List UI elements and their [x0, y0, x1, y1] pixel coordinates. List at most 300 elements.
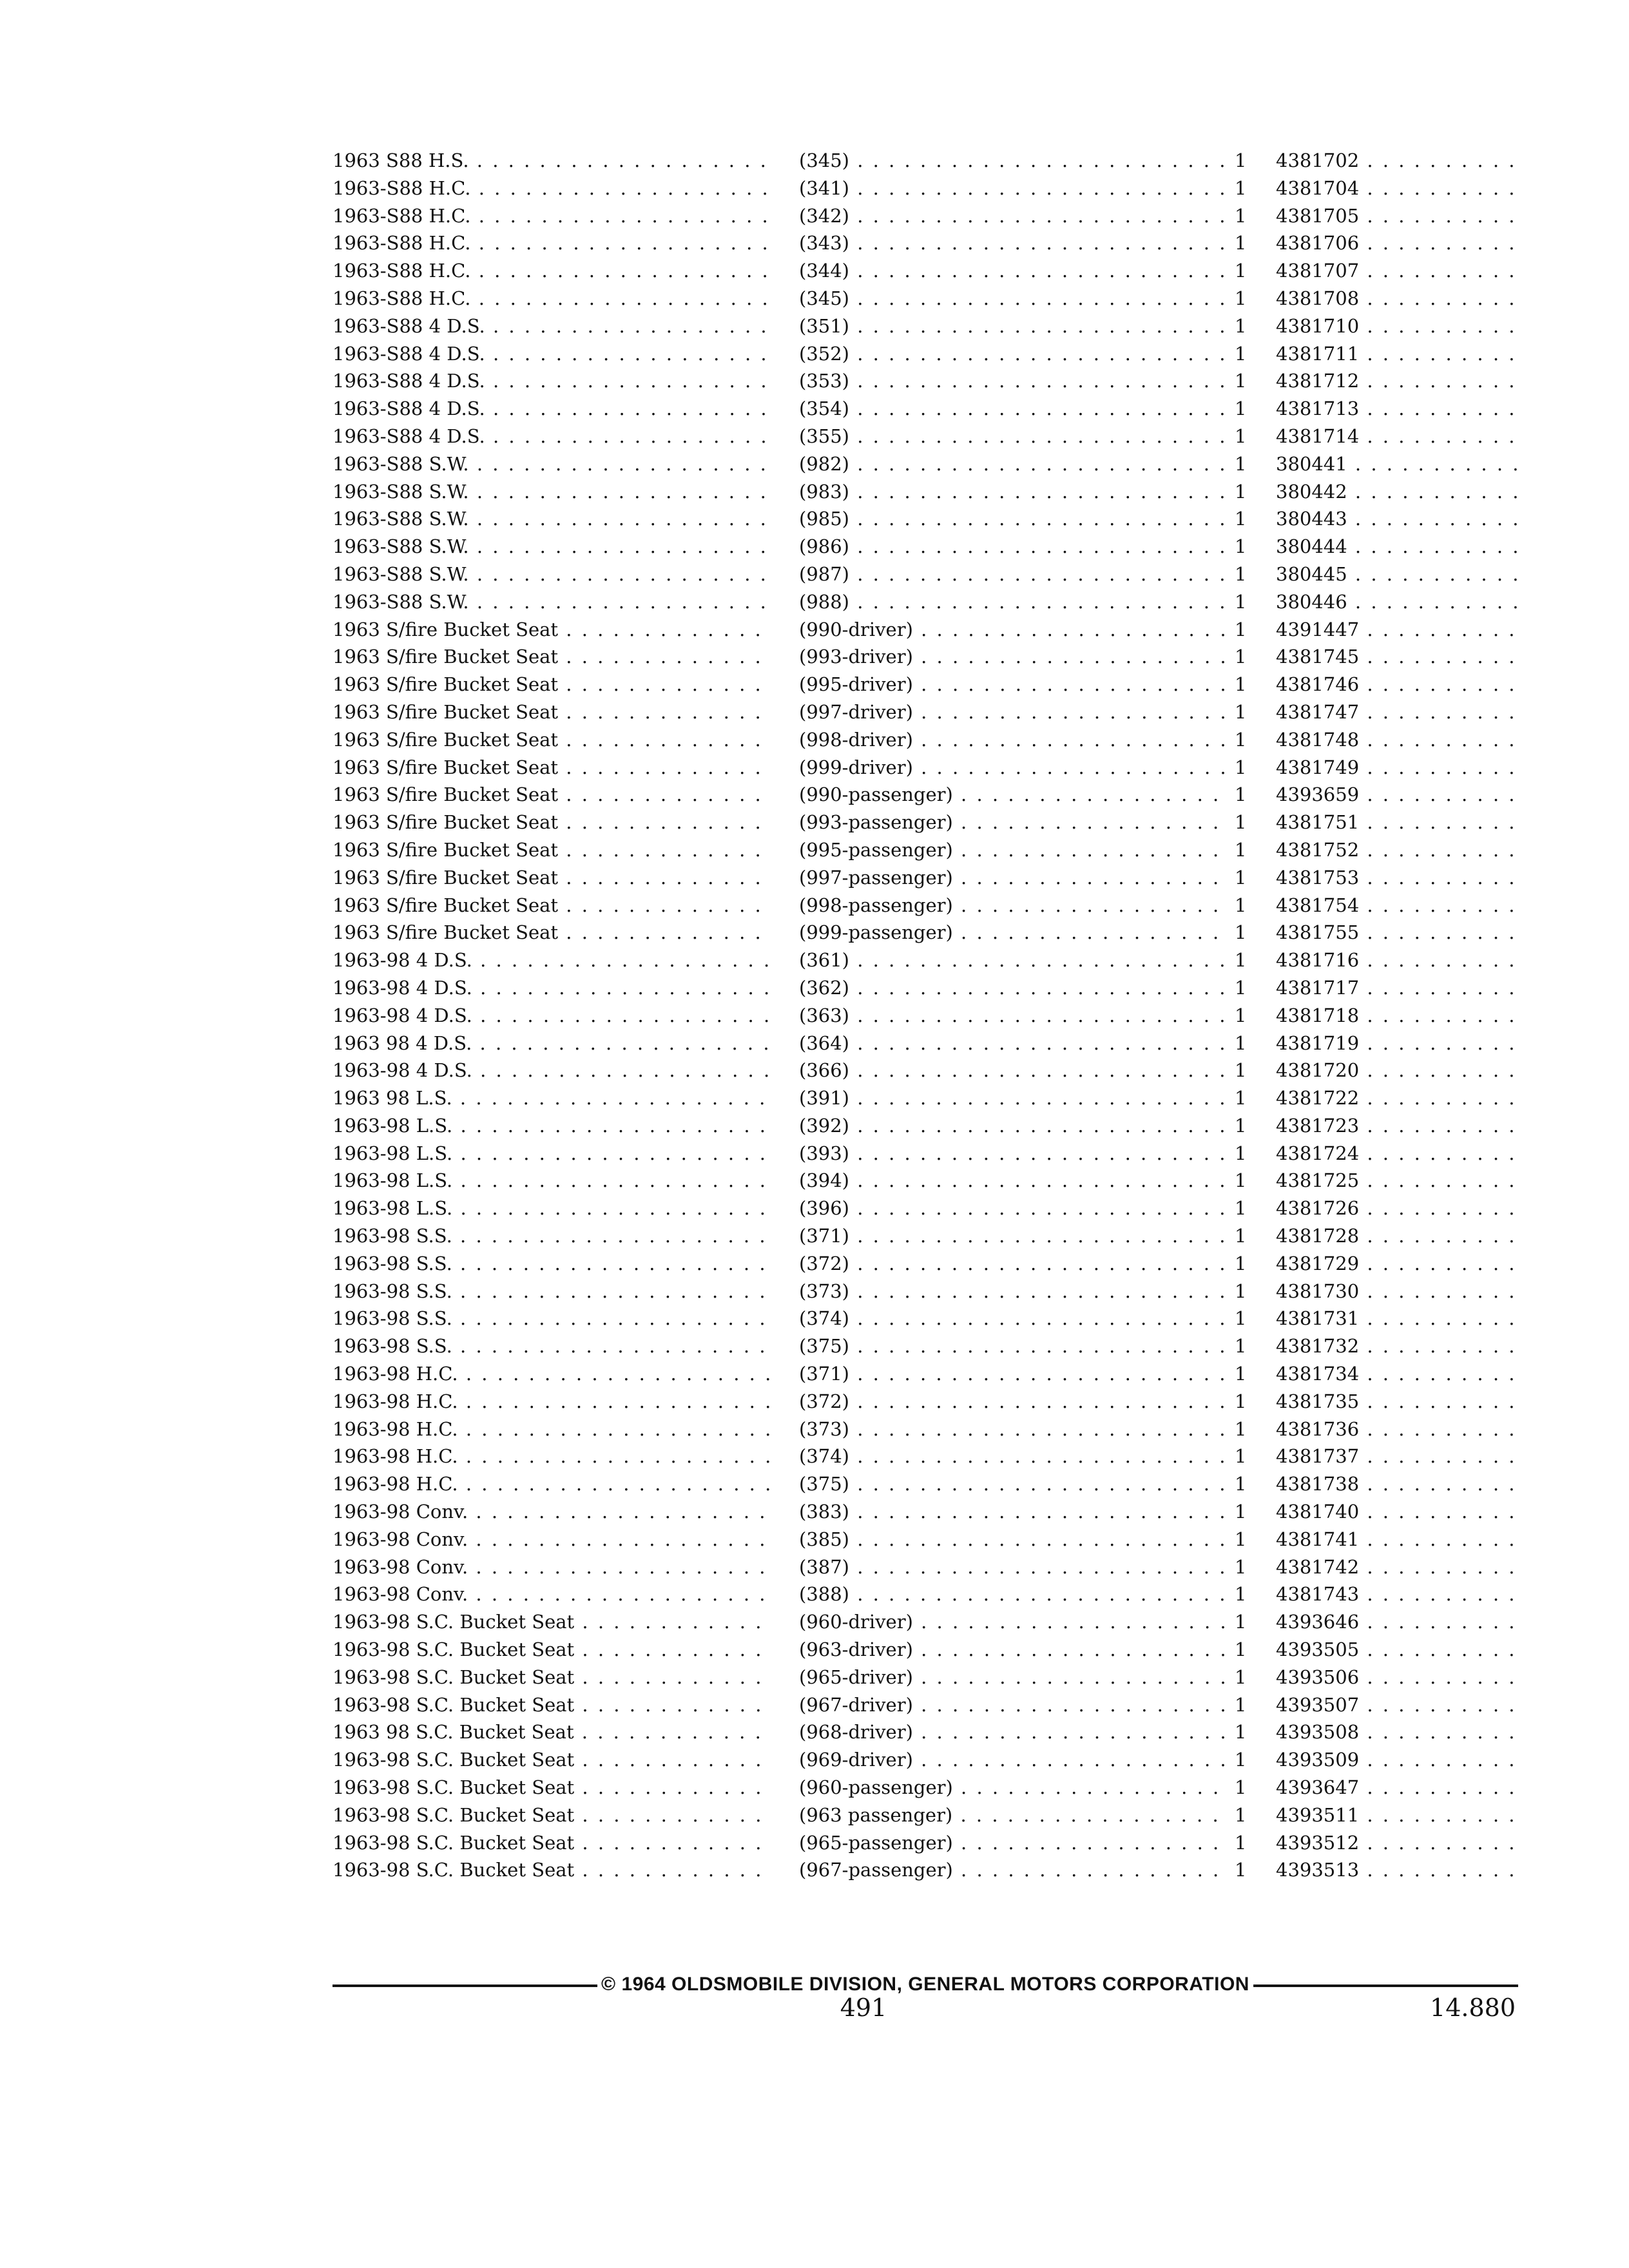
parts-row — [333, 312, 1518, 340]
body-style-code: (963-driver) . . . — [799, 1636, 1228, 1664]
quantity: 1 — [1235, 838, 1247, 861]
parts-row — [333, 1112, 1518, 1140]
part-number: 4381713 . . . — [1276, 395, 1518, 423]
parts-row — [333, 1802, 1518, 1829]
parts-row — [333, 1167, 1518, 1195]
part-number: 4393507 . . . — [1276, 1691, 1518, 1719]
quantity: 1 — [1235, 1693, 1247, 1716]
body-style-code: (983) . . . — [799, 478, 1228, 506]
quantity: 1 — [1235, 1528, 1247, 1550]
body-style-code: (990-passenger) . . . — [799, 781, 1228, 809]
part-number: 380446 . . . — [1276, 588, 1518, 616]
part-number: 4381735 . . . — [1276, 1388, 1518, 1416]
part-number: 4381714 . . . — [1276, 423, 1518, 450]
model-name: 1963-98 S.S. . . . — [333, 1250, 771, 1278]
part-number: 380443 . . . — [1276, 505, 1518, 533]
part-number: 380444 . . . — [1276, 533, 1518, 561]
parts-row — [333, 919, 1518, 947]
body-style-code: (352) . . . — [799, 340, 1228, 368]
quantity: 1 — [1235, 1059, 1247, 1082]
part-number: 4381755 . . . — [1276, 919, 1518, 947]
quantity: 1 — [1235, 1583, 1247, 1606]
part-number: 4381751 . . . — [1276, 809, 1518, 836]
model-name: 1963-98 S.S. . . . — [333, 1222, 771, 1250]
parts-row — [333, 974, 1518, 1002]
model-name: 1963-S88 S.W. . . . — [333, 450, 771, 478]
model-name: 1963 S/fire Bucket Seat . . . — [333, 781, 771, 809]
part-number: 4381710 . . . — [1276, 312, 1518, 340]
quantity: 1 — [1235, 783, 1247, 806]
parts-row — [333, 395, 1518, 423]
body-style-code: (995-driver) . . . — [799, 671, 1228, 698]
quantity: 1 — [1235, 1776, 1247, 1799]
part-number: 4381705 . . . — [1276, 202, 1518, 230]
parts-row — [333, 1332, 1518, 1360]
quantity: 1 — [1235, 425, 1247, 447]
body-style-code: (364) . . . — [799, 1030, 1228, 1057]
parts-row — [333, 1581, 1518, 1608]
quantity: 1 — [1235, 1390, 1247, 1412]
body-style-code: (354) . . . — [799, 395, 1228, 423]
quantity: 1 — [1235, 646, 1247, 668]
parts-row — [333, 1856, 1518, 1884]
part-number: 4381704 . . . — [1276, 175, 1518, 202]
body-style-code: (969-driver) . . . — [799, 1746, 1228, 1774]
part-number: 4381711 . . . — [1276, 340, 1518, 368]
parts-row — [333, 781, 1518, 809]
body-style-code: (341) . . . — [799, 175, 1228, 202]
parts-row — [333, 1222, 1518, 1250]
quantity: 1 — [1235, 398, 1247, 420]
parts-row — [333, 1498, 1518, 1526]
model-name: 1963 S88 H.S. . . . — [333, 147, 771, 175]
quantity: 1 — [1235, 866, 1247, 889]
parts-row — [333, 1553, 1518, 1581]
quantity: 1 — [1235, 811, 1247, 834]
body-style-code: (375) . . . — [799, 1470, 1228, 1498]
parts-row — [333, 285, 1518, 312]
body-style-code: (968-driver) . . . — [799, 1718, 1228, 1746]
quantity: 1 — [1235, 1252, 1247, 1274]
body-style-code: (396) . . . — [799, 1195, 1228, 1222]
model-name: 1963-98 S.C. Bucket Seat . . . — [333, 1802, 771, 1829]
body-style-code: (997-passenger) . . . — [799, 864, 1228, 892]
quantity: 1 — [1235, 508, 1247, 530]
model-name: 1963-S88 4 D.S. . . . — [333, 423, 771, 450]
model-name: 1963 98 S.C. Bucket Seat . . . — [333, 1718, 771, 1746]
model-name: 1963-S88 S.W. . . . — [333, 505, 771, 533]
parts-list — [333, 147, 1518, 1884]
parts-row — [333, 643, 1518, 671]
model-name: 1963-98 S.C. Bucket Seat . . . — [333, 1608, 771, 1636]
body-style-code: (392) . . . — [799, 1112, 1228, 1140]
model-name: 1963-S88 H.C. . . . — [333, 202, 771, 230]
model-name: 1963-98 S.C. Bucket Seat . . . — [333, 1856, 771, 1884]
part-number: 4381742 . . . — [1276, 1553, 1518, 1581]
quantity: 1 — [1235, 1169, 1247, 1192]
part-number: 4381730 . . . — [1276, 1278, 1518, 1305]
parts-row — [333, 202, 1518, 230]
model-name: 1963-S88 4 D.S. . . . — [333, 340, 771, 368]
part-number: 4381716 . . . — [1276, 947, 1518, 974]
quantity: 1 — [1235, 1335, 1247, 1358]
copyright-notice: © 1964 OLDSMOBILE DIVISION, GENERAL MOTORS CORPORATION — [597, 1972, 1253, 1997]
body-style-code: (993-driver) . . . — [799, 643, 1228, 671]
model-name: 1963-98 S.C. Bucket Seat . . . — [333, 1691, 771, 1719]
body-style-code: (351) . . . — [799, 312, 1228, 340]
body-style-code: (998-driver) . . . — [799, 726, 1228, 754]
model-name: 1963-98 S.C. Bucket Seat . . . — [333, 1829, 771, 1857]
part-number: 4381737 . . . — [1276, 1443, 1518, 1470]
model-name: 1963-98 S.S. . . . — [333, 1305, 771, 1332]
part-number: 4393505 . . . — [1276, 1636, 1518, 1664]
body-style-code: (371) . . . — [799, 1222, 1228, 1250]
part-number: 4381726 . . . — [1276, 1195, 1518, 1222]
body-style-code: (960-driver) . . . — [799, 1608, 1228, 1636]
quantity: 1 — [1235, 618, 1247, 640]
parts-row — [333, 175, 1518, 202]
body-style-code: (393) . . . — [799, 1140, 1228, 1168]
part-number: 4393506 . . . — [1276, 1664, 1518, 1691]
body-style-code: (343) . . . — [799, 229, 1228, 257]
parts-row — [333, 1829, 1518, 1857]
quantity: 1 — [1235, 370, 1247, 392]
part-number: 380445 . . . — [1276, 561, 1518, 588]
quantity: 1 — [1235, 314, 1247, 337]
part-number: 4381725 . . . — [1276, 1167, 1518, 1195]
quantity: 1 — [1235, 177, 1247, 199]
parts-row — [333, 340, 1518, 368]
model-name: 1963 S/fire Bucket Seat . . . — [333, 643, 771, 671]
part-number: 4381722 . . . — [1276, 1084, 1518, 1112]
part-number: 4381734 . . . — [1276, 1360, 1518, 1388]
parts-row — [333, 1608, 1518, 1636]
body-style-code: (993-passenger) . . . — [799, 809, 1228, 836]
parts-row — [333, 478, 1518, 506]
parts-row — [333, 1691, 1518, 1719]
part-number: 4381738 . . . — [1276, 1470, 1518, 1498]
quantity: 1 — [1235, 535, 1247, 558]
body-style-code: (394) . . . — [799, 1167, 1228, 1195]
parts-row — [333, 1030, 1518, 1057]
quantity: 1 — [1235, 1197, 1247, 1220]
body-style-code: (373) . . . — [799, 1416, 1228, 1443]
quantity: 1 — [1235, 204, 1247, 227]
parts-row — [333, 1002, 1518, 1030]
quantity: 1 — [1235, 1666, 1247, 1688]
model-name: 1963-S88 H.C. . . . — [333, 175, 771, 202]
body-style-code: (967-driver) . . . — [799, 1691, 1228, 1719]
part-number: 4393512 . . . — [1276, 1829, 1518, 1857]
parts-row — [333, 1388, 1518, 1416]
model-name: 1963 98 L.S. . . . — [333, 1084, 771, 1112]
model-name: 1963-98 S.C. Bucket Seat . . . — [333, 1664, 771, 1691]
body-style-code: (387) . . . — [799, 1553, 1228, 1581]
body-style-code: (963 passenger) . . . — [799, 1802, 1228, 1829]
quantity: 1 — [1235, 921, 1247, 944]
parts-row — [333, 505, 1518, 533]
part-number: 4381702 . . . — [1276, 147, 1518, 175]
parts-row — [333, 1470, 1518, 1498]
quantity: 1 — [1235, 1363, 1247, 1385]
body-style-code: (383) . . . — [799, 1498, 1228, 1526]
parts-row — [333, 1416, 1518, 1443]
body-style-code: (345) . . . — [799, 285, 1228, 312]
part-number: 4393508 . . . — [1276, 1718, 1518, 1746]
model-name: 1963-98 Conv. . . . — [333, 1581, 771, 1608]
part-number: 4381712 . . . — [1276, 367, 1518, 395]
quantity: 1 — [1235, 700, 1247, 723]
body-style-code: (342) . . . — [799, 202, 1228, 230]
body-style-code: (344) . . . — [799, 257, 1228, 285]
part-number: 4381754 . . . — [1276, 892, 1518, 919]
quantity: 1 — [1235, 1721, 1247, 1744]
model-name: 1963-S88 H.C. . . . — [333, 229, 771, 257]
parts-row — [333, 1084, 1518, 1112]
body-style-code: (374) . . . — [799, 1305, 1228, 1332]
parts-row — [333, 561, 1518, 588]
model-name: 1963-98 4 D.S. . . . — [333, 1002, 771, 1030]
quantity: 1 — [1235, 342, 1247, 365]
quantity: 1 — [1235, 976, 1247, 999]
part-number: 4381729 . . . — [1276, 1250, 1518, 1278]
part-number: 4381718 . . . — [1276, 1002, 1518, 1030]
part-number: 4391447 . . . — [1276, 616, 1518, 644]
body-style-code: (999-driver) . . . — [799, 754, 1228, 782]
quantity: 1 — [1235, 452, 1247, 475]
model-name: 1963-S88 S.W. . . . — [333, 533, 771, 561]
quantity: 1 — [1235, 480, 1247, 503]
model-name: 1963-S88 S.W. . . . — [333, 478, 771, 506]
part-number: 4381717 . . . — [1276, 974, 1518, 1002]
body-style-code: (999-passenger) . . . — [799, 919, 1228, 947]
body-style-code: (985) . . . — [799, 505, 1228, 533]
model-name: 1963-98 H.C. . . . — [333, 1388, 771, 1416]
parts-row — [333, 726, 1518, 754]
model-name: 1963 S/fire Bucket Seat . . . — [333, 864, 771, 892]
model-name: 1963 98 4 D.S. . . . — [333, 1030, 771, 1057]
body-style-code: (363) . . . — [799, 1002, 1228, 1030]
body-style-code: (990-driver) . . . — [799, 616, 1228, 644]
part-number: 4393659 . . . — [1276, 781, 1518, 809]
body-style-code: (388) . . . — [799, 1581, 1228, 1608]
quantity: 1 — [1235, 1803, 1247, 1826]
quantity: 1 — [1235, 1032, 1247, 1054]
part-number: 4381707 . . . — [1276, 257, 1518, 285]
part-number: 4381749 . . . — [1276, 754, 1518, 782]
parts-row — [333, 147, 1518, 175]
model-name: 1963-98 Conv. . . . — [333, 1526, 771, 1553]
quantity: 1 — [1235, 1831, 1247, 1854]
part-number: 4381728 . . . — [1276, 1222, 1518, 1250]
body-style-code: (361) . . . — [799, 947, 1228, 974]
quantity: 1 — [1235, 1280, 1247, 1302]
parts-row — [333, 836, 1518, 864]
model-name: 1963-98 H.C. . . . — [333, 1360, 771, 1388]
parts-row — [333, 671, 1518, 698]
part-number: 4381723 . . . — [1276, 1112, 1518, 1140]
body-style-code: (982) . . . — [799, 450, 1228, 478]
parts-row — [333, 864, 1518, 892]
section-number: 14.880 — [1430, 1994, 1516, 2022]
parts-row — [333, 892, 1518, 919]
parts-row — [333, 1195, 1518, 1222]
model-name: 1963-98 L.S. . . . — [333, 1167, 771, 1195]
model-name: 1963-S88 4 D.S. . . . — [333, 312, 771, 340]
part-number: 380441 . . . — [1276, 450, 1518, 478]
quantity: 1 — [1235, 728, 1247, 751]
parts-row — [333, 1057, 1518, 1084]
model-name: 1963-S88 4 D.S. . . . — [333, 367, 771, 395]
part-number: 4393647 . . . — [1276, 1774, 1518, 1802]
parts-row — [333, 1443, 1518, 1470]
model-name: 1963 S/fire Bucket Seat . . . — [333, 726, 771, 754]
model-name: 1963-98 4 D.S. . . . — [333, 974, 771, 1002]
part-number: 380442 . . . — [1276, 478, 1518, 506]
part-number: 4393509 . . . — [1276, 1746, 1518, 1774]
body-style-code: (986) . . . — [799, 533, 1228, 561]
body-style-code: (967-passenger) . . . — [799, 1856, 1228, 1884]
part-number: 4381740 . . . — [1276, 1498, 1518, 1526]
model-name: 1963 S/fire Bucket Seat . . . — [333, 671, 771, 698]
part-number: 4381720 . . . — [1276, 1057, 1518, 1084]
quantity: 1 — [1235, 1859, 1247, 1881]
model-name: 1963-98 4 D.S. . . . — [333, 1057, 771, 1084]
body-style-code: (998-passenger) . . . — [799, 892, 1228, 919]
model-name: 1963-S88 H.C. . . . — [333, 285, 771, 312]
part-number: 4381708 . . . — [1276, 285, 1518, 312]
parts-row — [333, 1140, 1518, 1168]
part-number: 4381732 . . . — [1276, 1332, 1518, 1360]
quantity: 1 — [1235, 590, 1247, 613]
quantity: 1 — [1235, 1473, 1247, 1495]
model-name: 1963-98 S.C. Bucket Seat . . . — [333, 1746, 771, 1774]
parts-row — [333, 1278, 1518, 1305]
model-name: 1963-98 H.C. . . . — [333, 1443, 771, 1470]
quantity: 1 — [1235, 1307, 1247, 1330]
quantity: 1 — [1235, 1611, 1247, 1633]
part-number: 4381706 . . . — [1276, 229, 1518, 257]
model-name: 1963-98 S.S. . . . — [333, 1278, 771, 1305]
model-name: 1963-98 S.C. Bucket Seat . . . — [333, 1774, 771, 1802]
parts-row — [333, 698, 1518, 726]
parts-row — [333, 229, 1518, 257]
body-style-code: (995-passenger) . . . — [799, 836, 1228, 864]
page-number: 491 — [840, 1994, 887, 2022]
parts-row — [333, 1526, 1518, 1553]
body-style-code: (345) . . . — [799, 147, 1228, 175]
parts-row — [333, 423, 1518, 450]
part-number: 4381746 . . . — [1276, 671, 1518, 698]
model-name: 1963 S/fire Bucket Seat . . . — [333, 616, 771, 644]
quantity: 1 — [1235, 1445, 1247, 1468]
model-name: 1963-98 S.S. . . . — [333, 1332, 771, 1360]
parts-row — [333, 1305, 1518, 1332]
parts-row — [333, 947, 1518, 974]
model-name: 1963 S/fire Bucket Seat . . . — [333, 919, 771, 947]
quantity: 1 — [1235, 1639, 1247, 1661]
quantity: 1 — [1235, 1142, 1247, 1164]
part-number: 4381724 . . . — [1276, 1140, 1518, 1168]
body-style-code: (385) . . . — [799, 1526, 1228, 1553]
quantity: 1 — [1235, 1418, 1247, 1440]
body-style-code: (362) . . . — [799, 974, 1228, 1002]
part-number: 4381745 . . . — [1276, 643, 1518, 671]
model-name: 1963-98 H.C. . . . — [333, 1470, 771, 1498]
quantity: 1 — [1235, 149, 1247, 171]
parts-row — [333, 1718, 1518, 1746]
body-style-code: (960-passenger) . . . — [799, 1774, 1228, 1802]
quantity: 1 — [1235, 949, 1247, 972]
model-name: 1963-98 S.C. Bucket Seat . . . — [333, 1636, 771, 1664]
body-style-code: (371) . . . — [799, 1360, 1228, 1388]
body-style-code: (366) . . . — [799, 1057, 1228, 1084]
part-number: 4381748 . . . — [1276, 726, 1518, 754]
body-style-code: (375) . . . — [799, 1332, 1228, 1360]
parts-row — [333, 754, 1518, 782]
quantity: 1 — [1235, 232, 1247, 255]
model-name: 1963 S/fire Bucket Seat . . . — [333, 892, 771, 919]
quantity: 1 — [1235, 894, 1247, 916]
model-name: 1963-98 Conv. . . . — [333, 1553, 771, 1581]
parts-row — [333, 367, 1518, 395]
model-name: 1963-98 4 D.S. . . . — [333, 947, 771, 974]
parts-row — [333, 450, 1518, 478]
body-style-code: (372) . . . — [799, 1250, 1228, 1278]
body-style-code: (987) . . . — [799, 561, 1228, 588]
quantity: 1 — [1235, 1114, 1247, 1137]
quantity: 1 — [1235, 673, 1247, 696]
body-style-code: (355) . . . — [799, 423, 1228, 450]
model-name: 1963-98 H.C. . . . — [333, 1416, 771, 1443]
model-name: 1963 S/fire Bucket Seat . . . — [333, 836, 771, 864]
body-style-code: (353) . . . — [799, 367, 1228, 395]
quantity: 1 — [1235, 1749, 1247, 1771]
body-style-code: (372) . . . — [799, 1388, 1228, 1416]
part-number: 4393511 . . . — [1276, 1802, 1518, 1829]
model-name: 1963-S88 S.W. . . . — [333, 588, 771, 616]
quantity: 1 — [1235, 287, 1247, 309]
part-number: 4381736 . . . — [1276, 1416, 1518, 1443]
model-name: 1963 S/fire Bucket Seat . . . — [333, 754, 771, 782]
part-number: 4381753 . . . — [1276, 864, 1518, 892]
part-number: 4381719 . . . — [1276, 1030, 1518, 1057]
model-name: 1963-98 L.S. . . . — [333, 1195, 771, 1222]
body-style-code: (997-driver) . . . — [799, 698, 1228, 726]
parts-row — [333, 616, 1518, 644]
model-name: 1963-S88 H.C. . . . — [333, 257, 771, 285]
parts-row — [333, 257, 1518, 285]
quantity: 1 — [1235, 756, 1247, 778]
parts-row — [333, 1636, 1518, 1664]
part-number: 4381741 . . . — [1276, 1526, 1518, 1553]
part-number: 4381752 . . . — [1276, 836, 1518, 864]
part-number: 4381747 . . . — [1276, 698, 1518, 726]
quantity: 1 — [1235, 1225, 1247, 1247]
body-style-code: (988) . . . — [799, 588, 1228, 616]
quantity: 1 — [1235, 1004, 1247, 1026]
parts-row — [333, 809, 1518, 836]
body-style-code: (373) . . . — [799, 1278, 1228, 1305]
body-style-code: (965-passenger) . . . — [799, 1829, 1228, 1857]
quantity: 1 — [1235, 1555, 1247, 1578]
quantity: 1 — [1235, 562, 1247, 585]
body-style-code: (965-driver) . . . — [799, 1664, 1228, 1691]
quantity: 1 — [1235, 1501, 1247, 1523]
body-style-code: (374) . . . — [799, 1443, 1228, 1470]
parts-row — [333, 1664, 1518, 1691]
model-name: 1963-98 L.S. . . . — [333, 1112, 771, 1140]
